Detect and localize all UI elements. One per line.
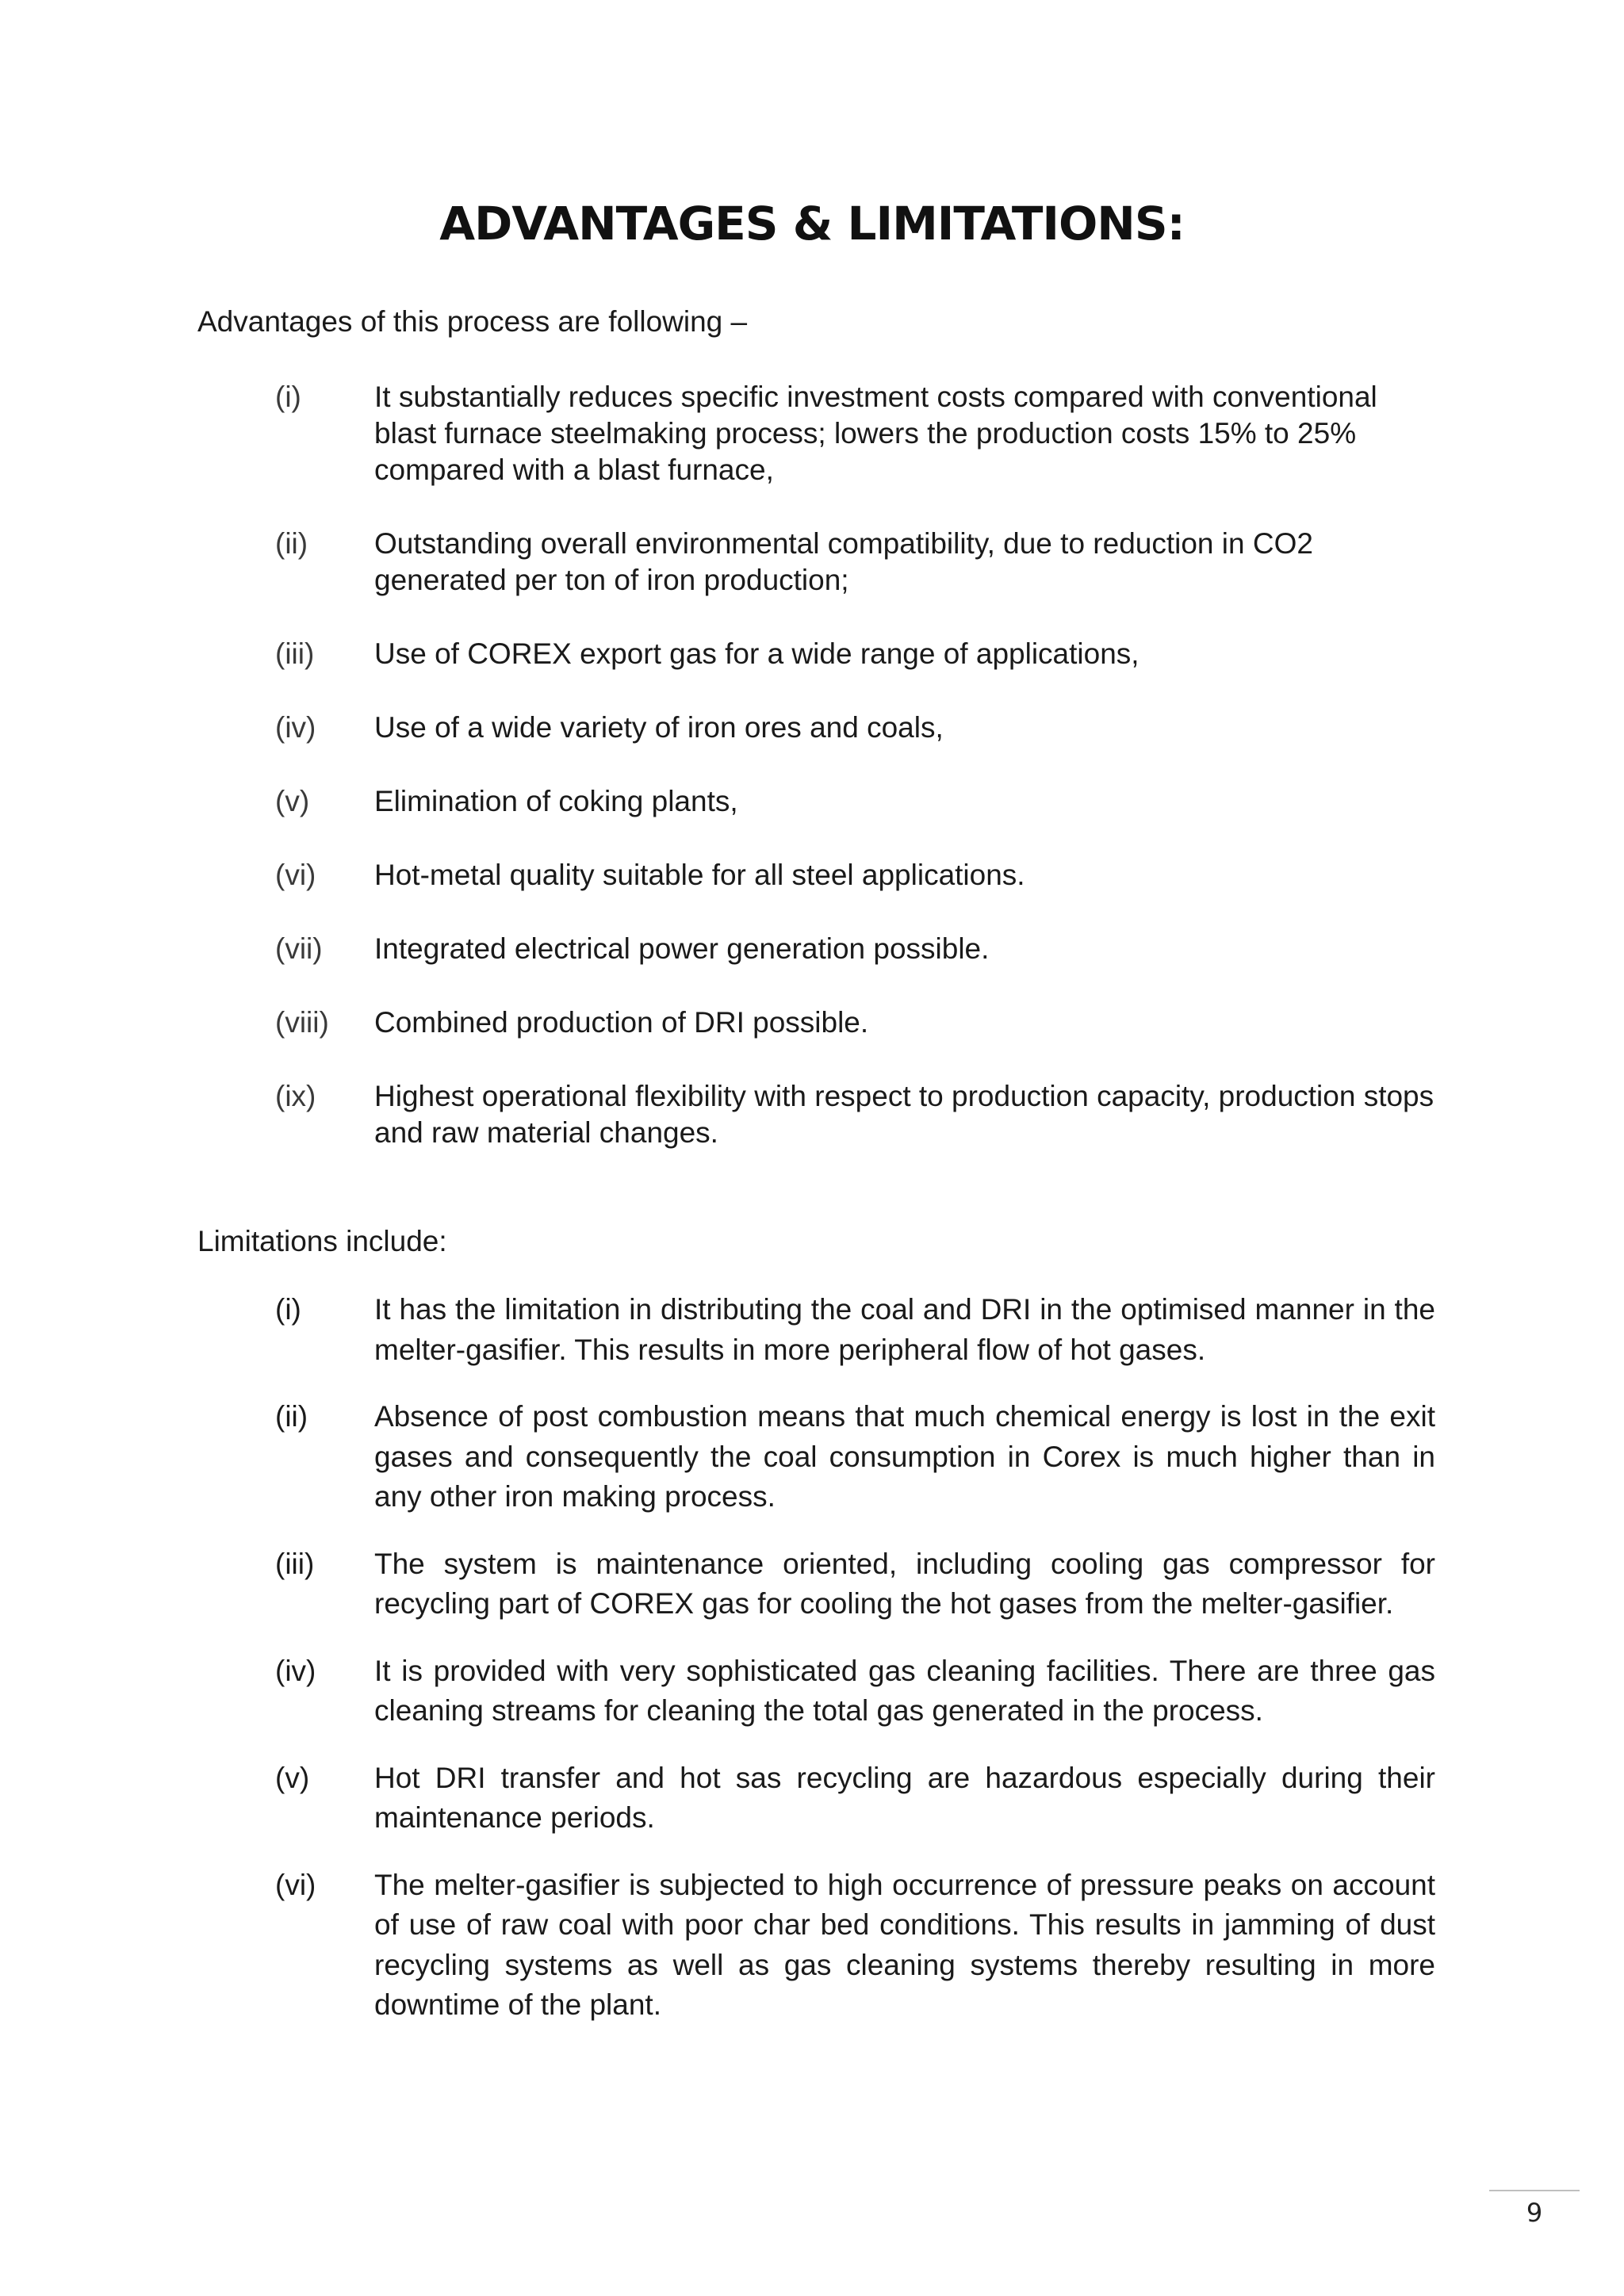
list-item [0,1651,1624,1732]
limitations-list [0,1290,1624,2053]
item-text: Integrated electrical power generation possible. [374,932,990,965]
item-number: (iv) [275,711,316,744]
item-number: (vi) [275,859,316,891]
list-item [0,931,1624,967]
item-number: (v) [275,1761,310,1794]
page-title: ADVANTAGES & LIMITATIONS: [439,197,1185,251]
item-text: Elimination of coking plants, [374,785,738,817]
item-text: Hot-metal quality suitable for all steel applications. [374,859,1025,891]
advantages-intro: Advantages of this process are following – [197,305,748,338]
list-item [0,379,1624,488]
advantages-list [0,379,1624,1188]
list-item [0,1004,1624,1041]
list-item [0,526,1624,599]
list-item [0,710,1624,746]
item-text: It is provided with very sophisticated gas cleaning facilities. There are three gas cleaning streams for cleaning the total gas generated in the process. [374,1654,1435,1727]
item-text: Hot DRI transfer and hot sas recycling are hazardous especially during their maintenance periods. [374,1761,1435,1834]
page-number: 9 [1526,2198,1543,2228]
list-item [0,1758,1624,1839]
item-number: (iii) [275,1547,315,1580]
footer-divider [1489,2190,1580,2191]
list-item [0,1078,1624,1151]
item-number: (iii) [275,637,315,670]
list-item [0,783,1624,820]
item-text: Use of COREX export gas for a wide range of applications, [374,637,1139,670]
item-number: (ii) [275,527,308,560]
list-item [0,1866,1624,2026]
list-item [0,857,1624,894]
item-text: It substantially reduces specific investment costs compared with conventional blast furnace steelmaking process; lowers the production costs 15% to 25% compared with a blast furnace, [374,381,1377,486]
item-number: (i) [275,381,301,413]
item-number: (i) [275,1293,301,1326]
item-text: It has the limitation in distributing the coal and DRI in the optimised manner in the melter-gasifier. This results in more peripheral flow of hot gases. [374,1293,1435,1366]
item-text: Combined production of DRI possible. [374,1006,869,1039]
item-number: (vi) [275,1868,316,1901]
list-item [0,636,1624,672]
limitations-intro: Limitations include: [197,1225,447,1257]
list-item [0,1290,1624,1370]
item-text: Outstanding overall environmental compatibility, due to reduction in CO2 generated per ton of iron production; [374,527,1313,596]
list-item [0,1544,1624,1624]
item-text: Highest operational flexibility with respect to production capacity, production stops and raw material changes. [374,1080,1434,1149]
item-number: (ii) [275,1400,308,1433]
item-number: (vii) [275,932,323,965]
item-text: Absence of post combustion means that much chemical energy is lost in the exit gases and consequently the coal consumption in Corex is much higher than in any other iron making process. [374,1400,1435,1513]
item-text: The system is maintenance oriented, including cooling gas compressor for recycling part of COREX gas for cooling the hot gases from the melter-gasifier. [374,1547,1435,1620]
list-item [0,1397,1624,1517]
item-number: (viii) [275,1006,329,1039]
item-text: Use of a wide variety of iron ores and coals, [374,711,944,744]
item-number: (iv) [275,1654,316,1687]
item-number: (v) [275,785,310,817]
item-number: (ix) [275,1080,316,1112]
item-text: The melter-gasifier is subjected to high occurrence of pressure peaks on account of use of raw coal with poor char bed conditions. This results in jamming of dust recycling systems as well as gas cleaning systems thereby resulting in more downtime of the plant. [374,1868,1435,2021]
